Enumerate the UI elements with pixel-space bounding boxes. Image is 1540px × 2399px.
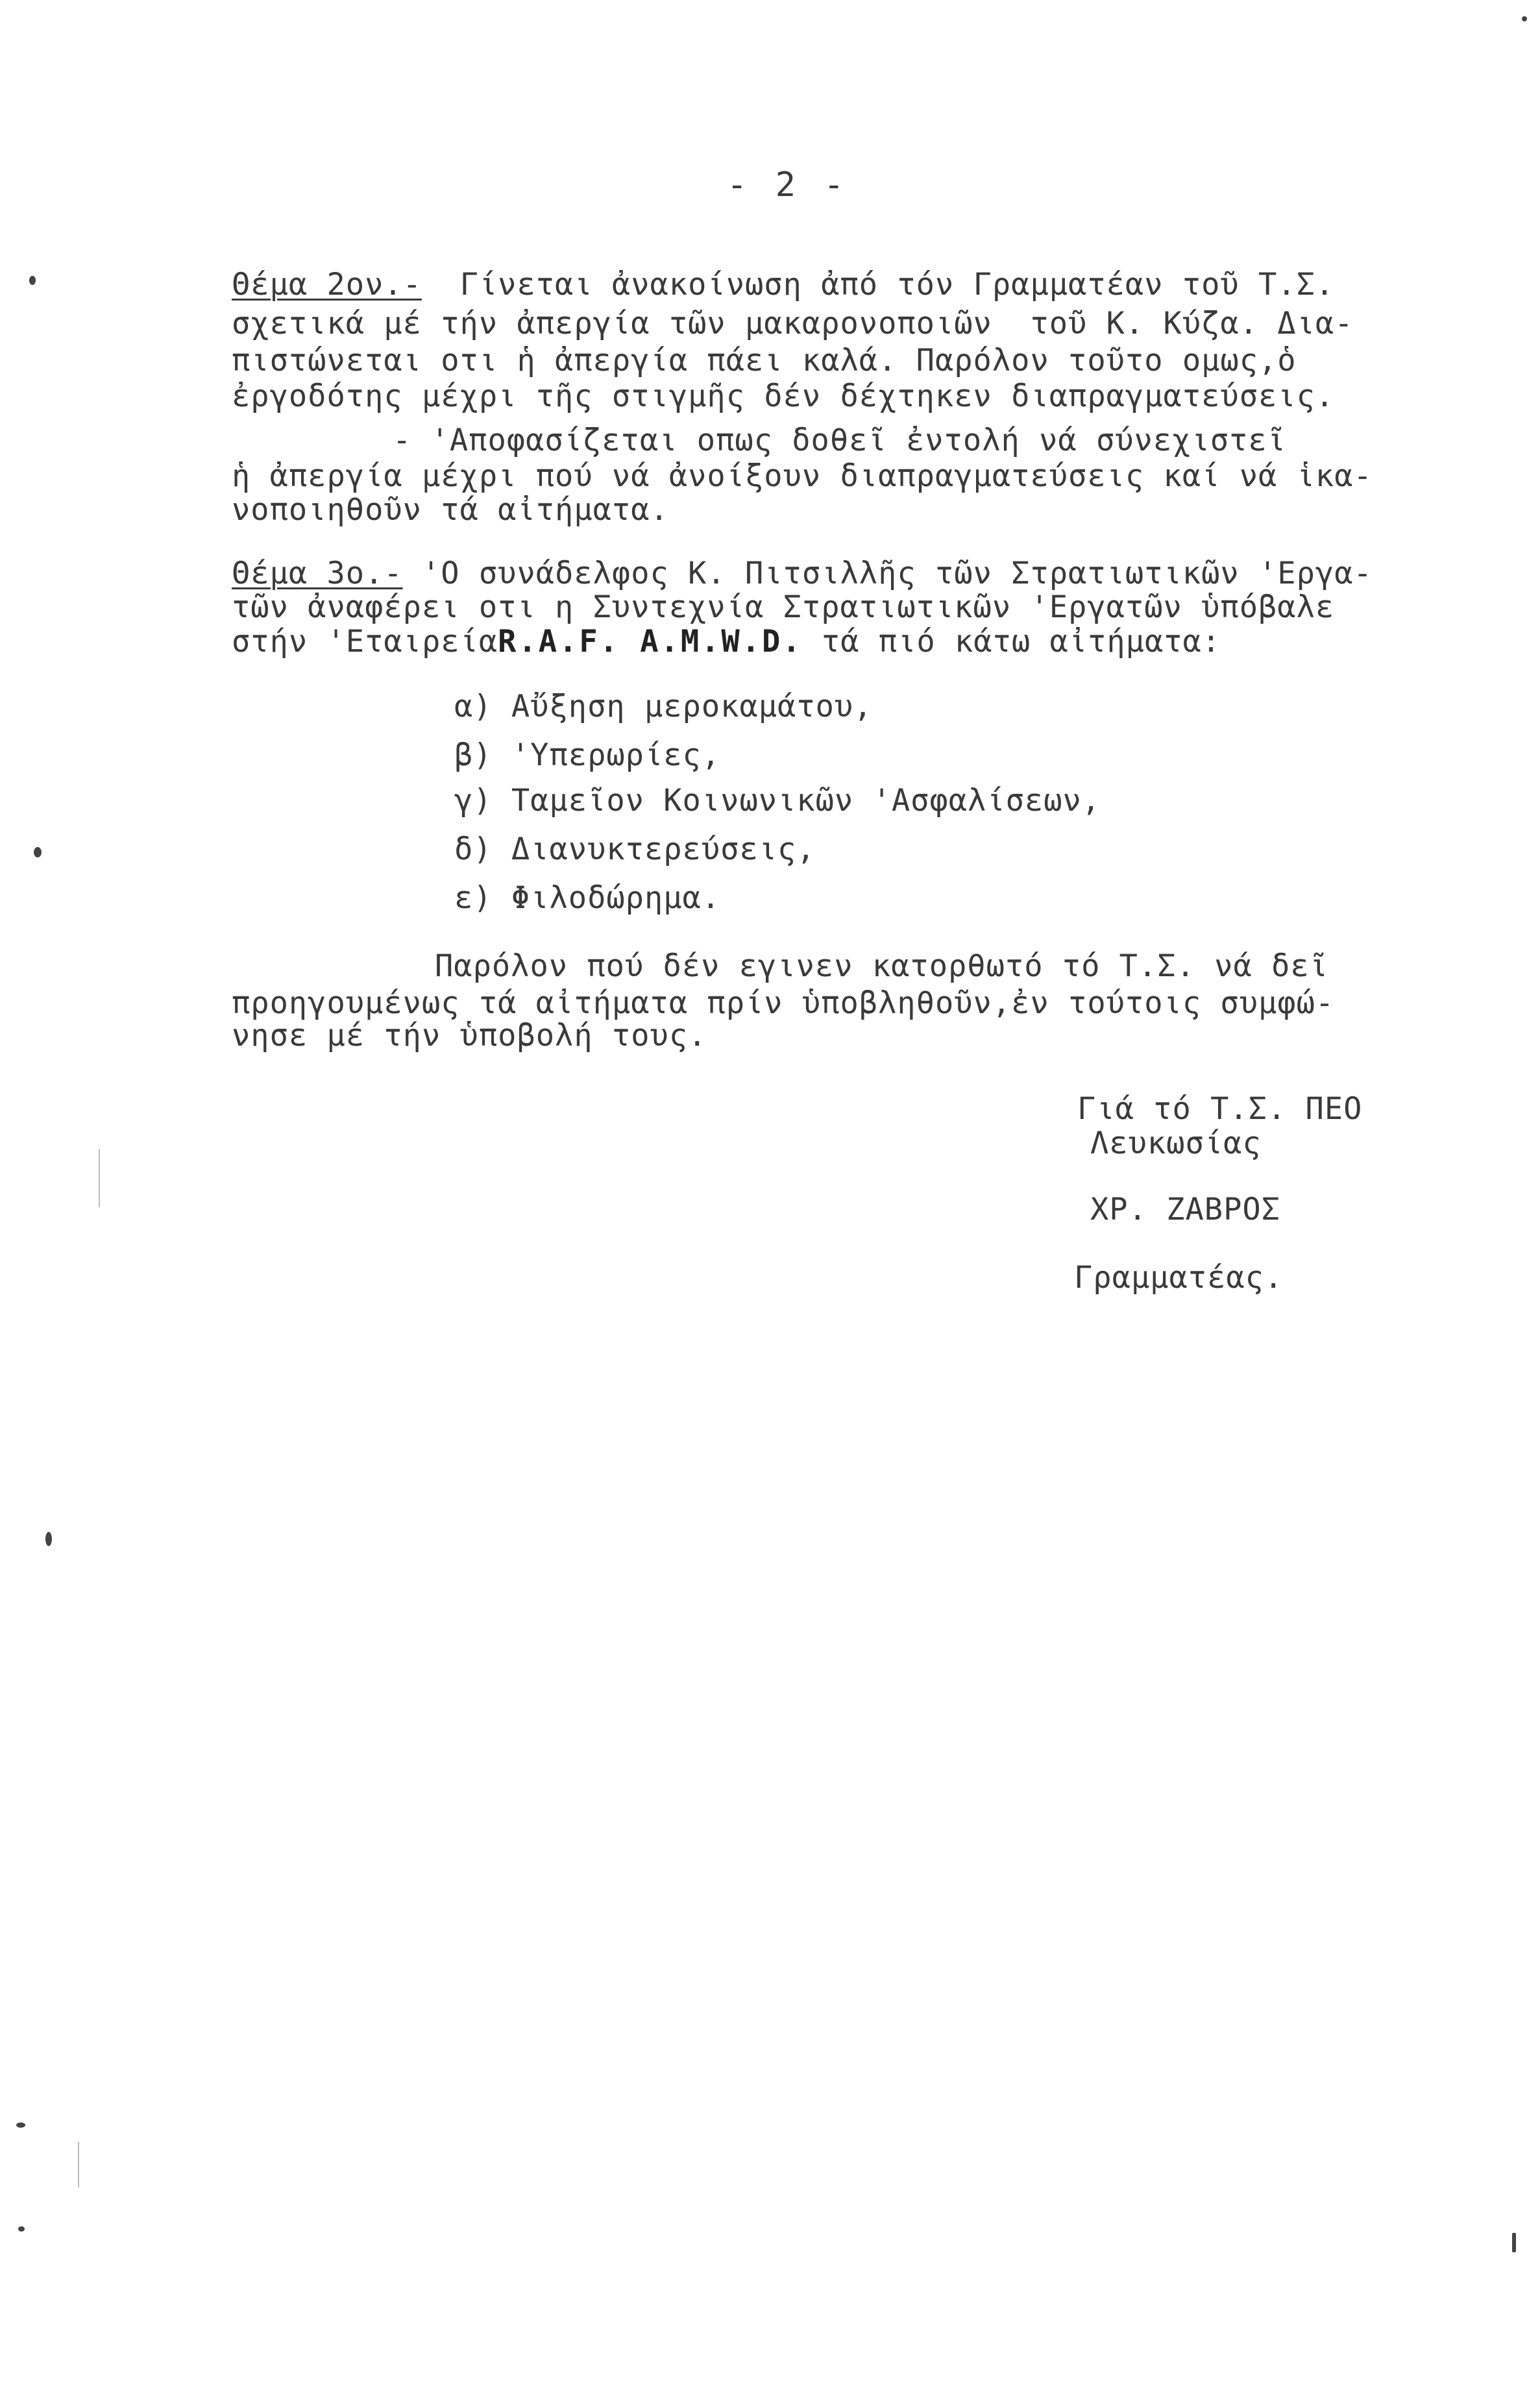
item2-line-2: σχετικά μέ τήν ἀπεργία τῶν μακαρονοποιῶν τοῦ Κ. Κύζα. Δια- (232, 306, 1354, 341)
scan-line (78, 2142, 79, 2187)
item3-line-3-post: τά πιό κάτω αἰτήματα: (821, 624, 1221, 659)
item3-line-3-pre: στήν 'Εταιρεία (232, 624, 498, 659)
item2-heading: Θέμα 2ον.- (232, 267, 422, 302)
signature-line-2: Λευκωσίας (1090, 1126, 1262, 1161)
scan-speck (18, 2226, 25, 2232)
item3-heading: Θέμα 3ο.- (232, 556, 403, 591)
scan-speck (1522, 16, 1527, 21)
item2-line-4: ἐργοδότης μέχρι τῆς στιγμῆς δέν δέχτηκεν διαπραγματεύσεις. (232, 378, 1335, 414)
item2-first-line (232, 269, 1334, 300)
item3-first-line (232, 558, 1373, 589)
item3-line-2: τῶν ἀναφέρει οτι η Συντεχνία Στρατιωτικῶν 'Εργατῶν ὑπόβαλε (232, 589, 1335, 625)
scan-speck (45, 1532, 52, 1546)
closing-line-2: προηγουμένως τά αἰτήματα πρίν ὑποβληθοῦν,ἐν τούτοις συμφώ- (232, 985, 1335, 1021)
company-name: R.A.F. A.M.W.D. (498, 624, 803, 659)
scan-line (99, 1149, 100, 1207)
demand-item: α) Αὔξηση μεροκαμάτου, (454, 689, 873, 724)
page-number: - 2 - (727, 166, 848, 204)
scan-speck (1512, 2233, 1516, 2252)
item3-line-1: 'Ο συνάδελφος Κ. Πιτσιλλῆς τῶν Στρατιωτικῶν 'Εργα- (421, 556, 1373, 591)
item2-line-7: νοποιηθοῦν τά αἰτήματα. (232, 492, 669, 528)
demand-item: ε) Φιλοδώρημα. (454, 880, 721, 916)
signatory-title: Γραμματέας. (1074, 1260, 1284, 1296)
item3-line-3 (232, 626, 1221, 657)
item2-line-5: - 'Αποφασίζεται οπως δοθεῖ ἐντολή νά σύνεχιστεῖ (393, 423, 1286, 458)
signature-line-1: Γιά τό Τ.Σ. ΠΕΟ (1077, 1091, 1363, 1127)
item2-line-3: πιστώνεται οτι ἡ ἀπεργία πάει καλά. Παρόλον τοῦτο ομως,ὁ (232, 343, 1297, 378)
scan-speck (16, 2122, 25, 2128)
scan-speck (29, 276, 36, 285)
scan-speck (34, 847, 42, 857)
signatory-name: ΧΡ. ΖΑΒΡΟΣ (1090, 1192, 1280, 1227)
item2-line-1: Γίνεται ἀνακοίνωση ἀπό τόν Γραμματέαν τοῦ Τ.Σ. (459, 267, 1335, 302)
item2-line-6: ἡ ἀπεργία μέχρι πού νά ἀνοίξουν διαπραγματεύσεις καί νά ἱκα- (232, 458, 1373, 494)
closing-line-3: νησε μέ τήν ὑποβολή τους. (232, 1018, 707, 1053)
demand-item: δ) Διανυκτερεύσεις, (454, 831, 816, 867)
closing-line-1: Παρόλον πού δέν εγινεν κατορθωτό τό Τ.Σ. νά δεῖ (435, 948, 1328, 984)
demand-item: γ) Ταμεῖον Κοινωνικῶν 'Ασφαλίσεων, (454, 783, 1101, 818)
demand-item: β) 'Υπερωρίες, (454, 737, 721, 773)
